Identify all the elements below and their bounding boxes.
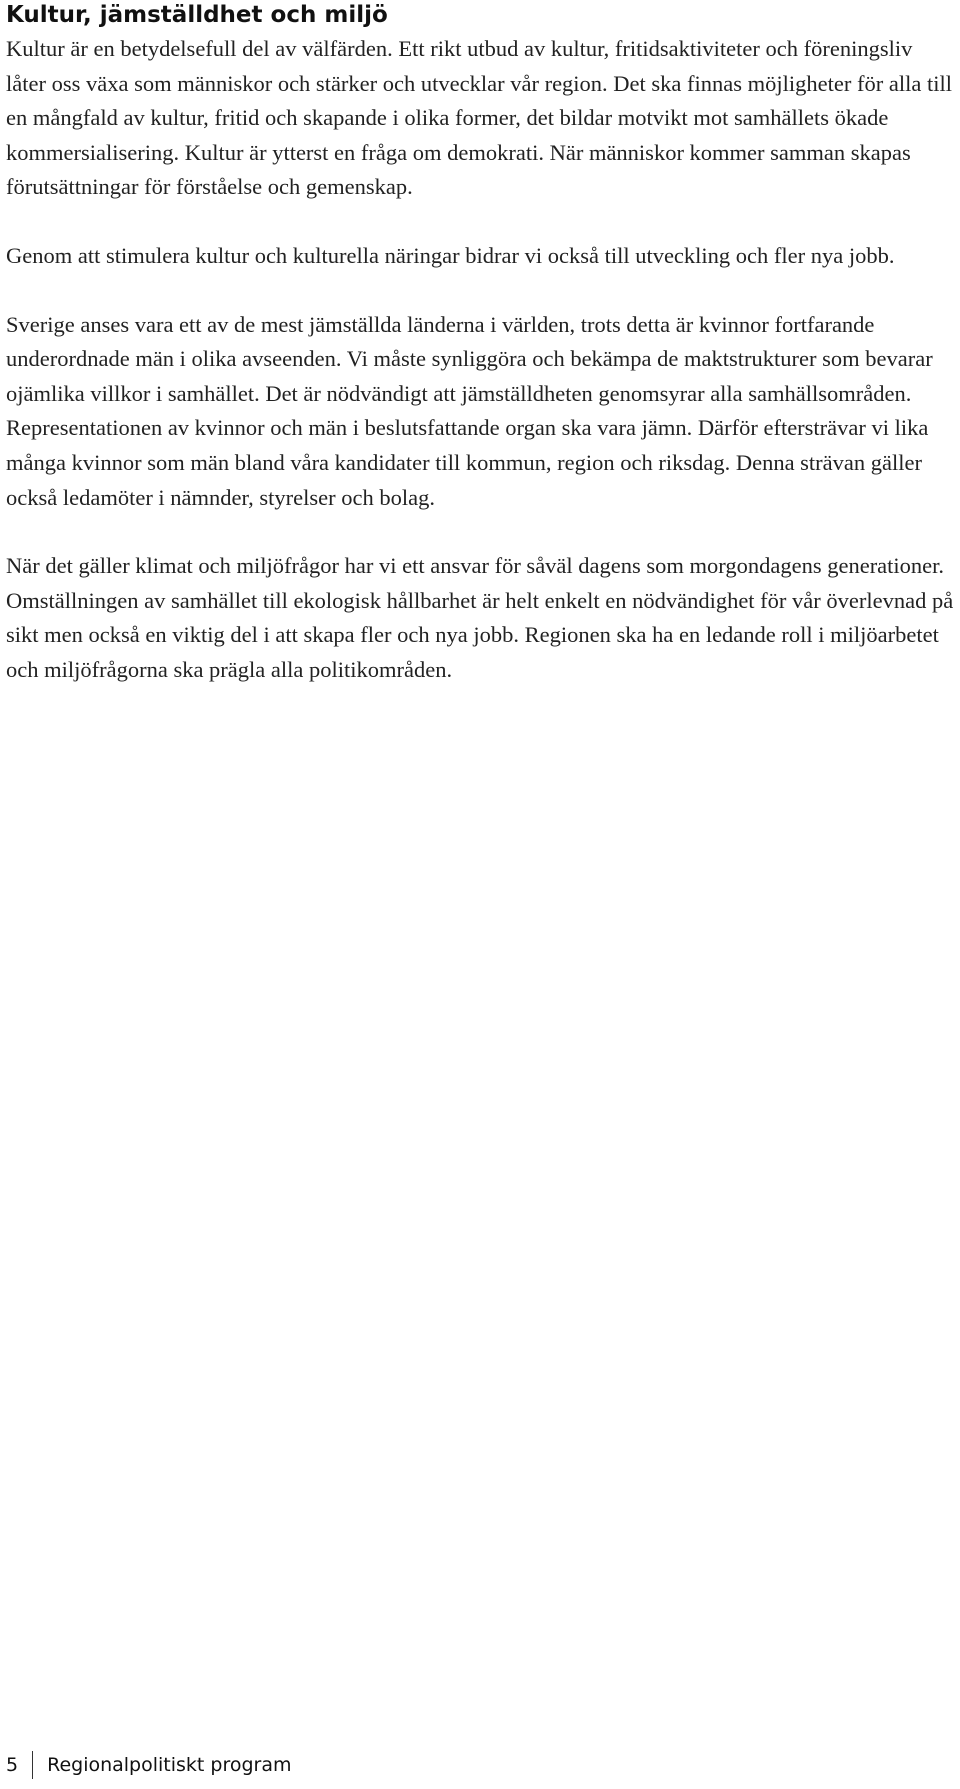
paragraph-culture-jobs: Genom att stimulera kultur och kulturella näringar bidrar vi också till utveckling och fler nya jobb. (6, 242, 895, 268)
paragraph-equality: Sverige anses vara ett av de mest jämställda länderna i världen, trots detta är kvinnor fortfarande underordnade män i olika avseenden. Vi måste synliggöra och bekämpa de maktstrukturer som bevarar ojämlika villkor i samhället. Det är nödvändigt att jämställdheten genomsyrar alla samhällsområden. Representationen av kvinnor och män i beslutsfattande organ ska vara jämn. Därför eftersträvar vi lika många kvinnor som män bland våra kandidater till kommun, region och riksdag. Denna strävan gäller också ledamöter i nämnder, styrelser och bolag. (6, 311, 933, 510)
footer-divider (32, 1751, 33, 1779)
footer-document-title: Regionalpolitiskt program (47, 1754, 292, 1776)
paragraph-culture: Kultur är en betydelsefull del av välfärden. Ett rikt utbud av kultur, fritidsaktiviteter och föreningsliv låter oss växa som människor och stärker och utvecklar vår region. Det ska finnas möjligheter för alla till en mångfald av kultur, fritid och skapande i olika former, det bildar motvikt mot samhällets ökade kommersialisering. Kultur är ytterst en fråga om demokrati. När människor kommer samman skapas förutsättningar för förståelse och gemenskap. (6, 36, 952, 200)
document-page (6, 0, 954, 688)
paragraph-environment: När det gäller klimat och miljöfrågor har vi ett ansvar för såväl dagens som morgondagens generationer. Omställningen av samhället till ekologisk hållbarhet är helt enkelt en nödvändighet för vår överlevnad på sikt men också en viktig del i att skapa fler och nya jobb. Regionen ska ha en ledande roll i miljöarbetet och miljöfrågorna ska prägla alla politikområden. (6, 553, 954, 682)
section-heading: Kultur, jämställdhet och miljö (6, 2, 388, 28)
page-footer (6, 1751, 292, 1779)
page-number: 5 (6, 1754, 19, 1776)
